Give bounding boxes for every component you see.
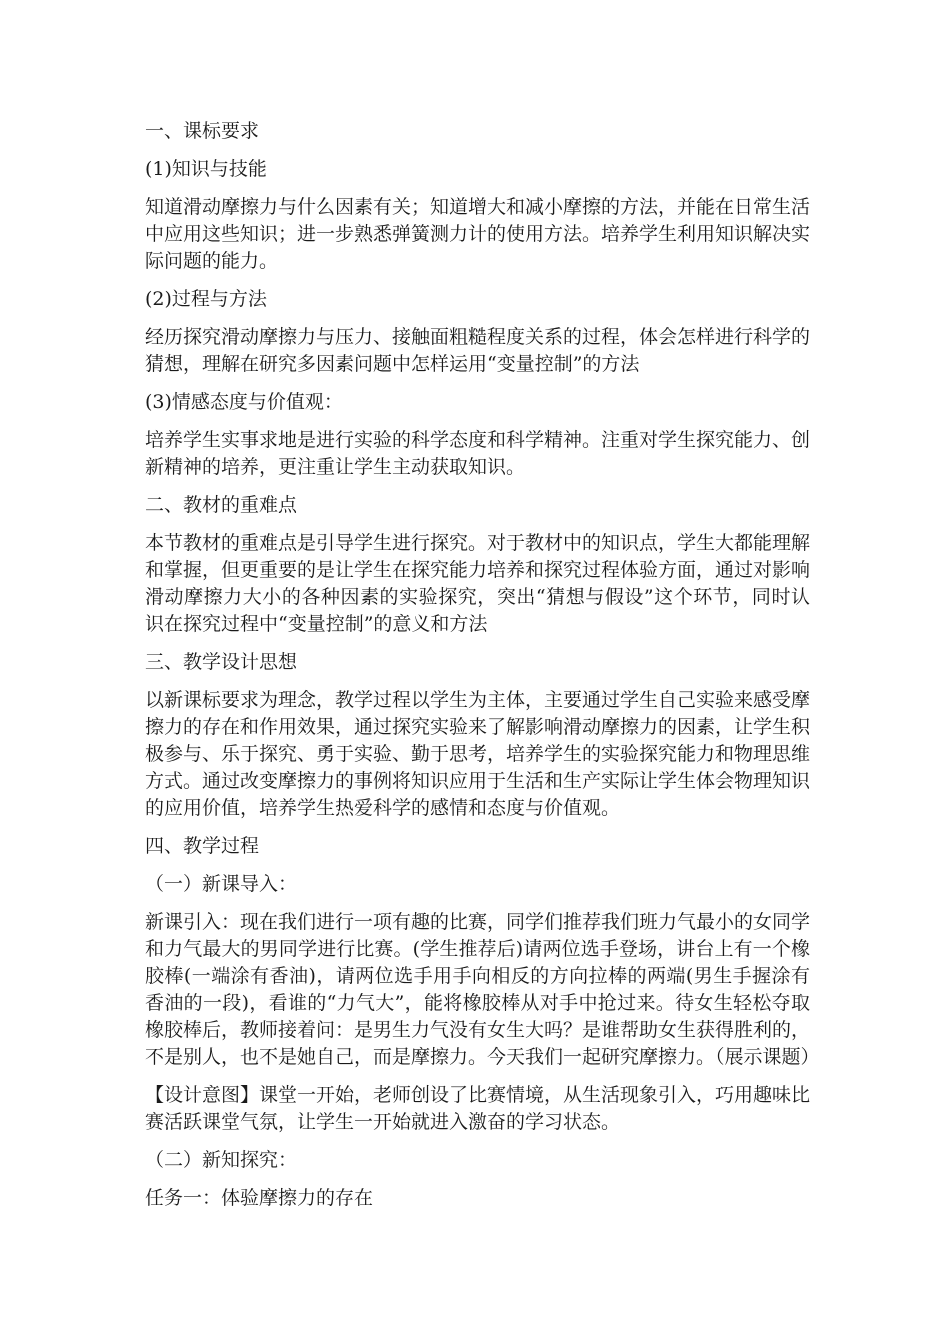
subheading-lesson-intro: （一）新课导入： [145, 873, 298, 895]
subheading-new-knowledge: （二）新知探究： [145, 1149, 298, 1171]
paragraph-attitude-values: 培养学生实事求地是进行实验的科学态度和科学精神。注重对学生探究能力、创新精神的培养，更注重让学生主动获取知识。 [145, 429, 811, 478]
section-heading-teaching-process: 四、教学过程 [145, 835, 260, 857]
section-heading-curriculum: 一、课标要求 [145, 120, 260, 142]
paragraph-key-points: 本节教材的重难点是引导学生进行探究。对于教材中的知识点，学生大都能理解和掌握，但更重要的是让学生在探究能力培养和探究过程体验方面，通过对影响滑动摩擦力大小的各种因素的实验探究，突出“猜想与假设”这个环节，同时认识在探究过程中“变量控制”的意义和方法 [145, 532, 811, 635]
paragraph-knowledge-skills: 知道滑动摩擦力与什么因素有关；知道增大和减小摩擦的方法，并能在日常生活中应用这些知识；进一步熟悉弹簧测力计的使用方法。培养学生利用知识解决实际问题的能力。 [145, 196, 811, 272]
paragraph-design-idea: 以新课标要求为理念，教学过程以学生为主体，主要通过学生自己实验来感受摩擦力的存在和作用效果，通过探究实验来了解影响滑动摩擦力的因素，让学生积极参与、乐于探究、勇于实验、勤于思考，培养学生的实验探究能力和物理思维方式。通过改变摩擦力的事例将知识应用于生活和生产实际让学生体会物理知识的应用价值，培养学生热爱科学的感情和态度与价值观。 [145, 689, 811, 819]
subheading-knowledge-skills: (1)知识与技能 [145, 158, 267, 180]
section-heading-key-points: 二、教材的重难点 [145, 494, 298, 516]
task-one-heading: 任务一：体验摩擦力的存在 [145, 1187, 374, 1209]
subheading-process-method: (2)过程与方法 [145, 288, 267, 310]
subheading-attitude-values: (3)情感态度与价值观： [145, 391, 343, 413]
paragraph-design-intent: 【设计意图】课堂一开始，老师创设了比赛情境，从生活现象引入，巧用趣味比赛活跃课堂气氛，让学生一开始就进入激奋的学习状态。 [145, 1084, 811, 1133]
paragraph-process-method: 经历探究滑动摩擦力与压力、接触面粗糙程度关系的过程，体会怎样进行科学的猜想，理解在研究多因素问题中怎样运用“变量控制”的方法 [145, 326, 811, 375]
paragraph-lesson-intro: 新课引入：现在我们进行一项有趣的比赛，同学们推荐我们班力气最小的女同学和力气最大的男同学进行比赛。(学生推荐后)请两位选手登场，讲台上有一个橡胶棒(一端涂有香油)，请两位选手用手向相反的方向拉棒的两端(男生手握涂有香油的一段)，看谁的“力气大”，能将橡胶棒从对手中抢过来。待女生轻松夺取橡胶棒后，教师接着问：是男生力气没有女生大吗？是谁帮助女生获得胜利的，不是别人，也不是她自己，而是摩擦力。今天我们一起研究摩擦力。（展示课题） [145, 911, 820, 1068]
document-body [145, 118, 820, 1223]
section-heading-design-idea: 三、教学设计思想 [145, 651, 298, 673]
